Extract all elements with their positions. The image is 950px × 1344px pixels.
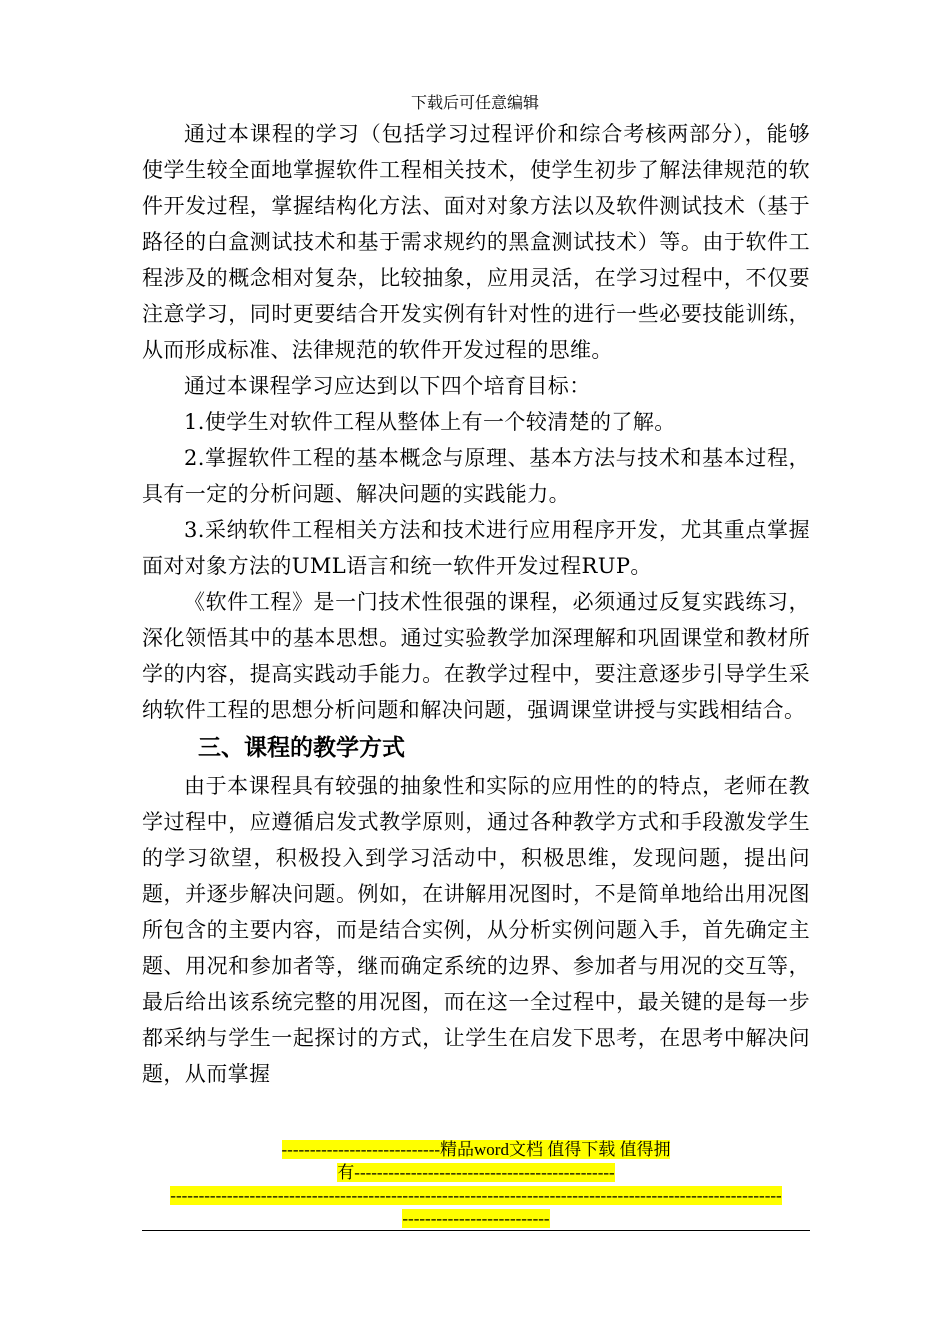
footer-banner (142, 1138, 810, 1230)
footer-divider (142, 1230, 810, 1231)
footer-line-4: -------------------------- (402, 1209, 550, 1228)
footer-line-1: ----------------------------精品word文档 值得下载 值得拥 (281, 1140, 671, 1159)
paragraph-goal-2: 2.掌握软件工程的基本概念与原理、基本方法与技术和基本过程，具有一定的分析问题、解决问题的实践能力。 (142, 446, 810, 506)
section-heading: 三、课程的教学方式 (198, 735, 405, 761)
paragraph-course-overview: 通过本课程的学习（包括学习过程评价和综合考核两部分），能够使学生较全面地掌握软件工程相关技术，使学生初步了解法律规范的软件开发过程，掌握结构化方法、面对对象方法以及软件测试技术（基于路径的白盒测试技术和基于需求规约的黑盒测试技术）等。由于软件工程涉及的概念相对复杂，比较抽象，应用灵活，在学习过程中，不仅要注意学习，同时更要结合开发实例有针对性的进行一些必要技能训练，从而形成标准、法律规范的软件开发过程的思维。 (142, 122, 810, 362)
footer-line-2: 有---------------------------------------------- (337, 1163, 615, 1182)
paragraph-goal-1: 1.使学生对软件工程从整体上有一个较清楚的了解。 (184, 410, 676, 434)
footer-line-3: ------------------------------------------------------------------------------------------------------------ (170, 1186, 782, 1205)
paragraph-goal-3: 3.采纳软件工程相关方法和技术进行应用程序开发，尤其重点掌握面对对象方法的UML语言和统一软件开发过程RUP。 (142, 518, 810, 578)
paragraph-teaching-method: 由于本课程具有较强的抽象性和实际的应用性的的特点，老师在教学过程中，应遵循启发式教学原则，通过各种教学方式和手段激发学生的学习欲望，积极投入到学习活动中，积极思维，发现问题，提出问题，并逐步解决问题。例如，在讲解用况图时，不是简单地给出用况图所包含的主要内容，而是结合实例，从分析实例问题入手，首先确定主题、用况和参加者等，继而确定系统的边界、参加者与用况的交互等，最后给出该系统完整的用况图，而在这一全过程中，最关键的是每一步都采纳与学生一起探讨的方式，让学生在启发下思考，在思考中解决问题，从而掌握 (142, 774, 810, 1086)
page-header: 下载后可任意编辑 (410, 93, 539, 112)
paragraph-practice: 《软件工程》是一门技术性很强的课程，必须通过反复实践练习，深化领悟其中的基本思想。通过实验教学加深理解和巩固课堂和教材所学的内容，提高实践动手能力。在教学过程中，要注意逐步引导学生采纳软件工程的思想分析问题和解决问题，强调课堂讲授与实践相结合。 (142, 590, 810, 722)
paragraph-goals-intro: 通过本课程学习应达到以下四个培育目标： (184, 374, 591, 398)
document-body (142, 116, 810, 1092)
